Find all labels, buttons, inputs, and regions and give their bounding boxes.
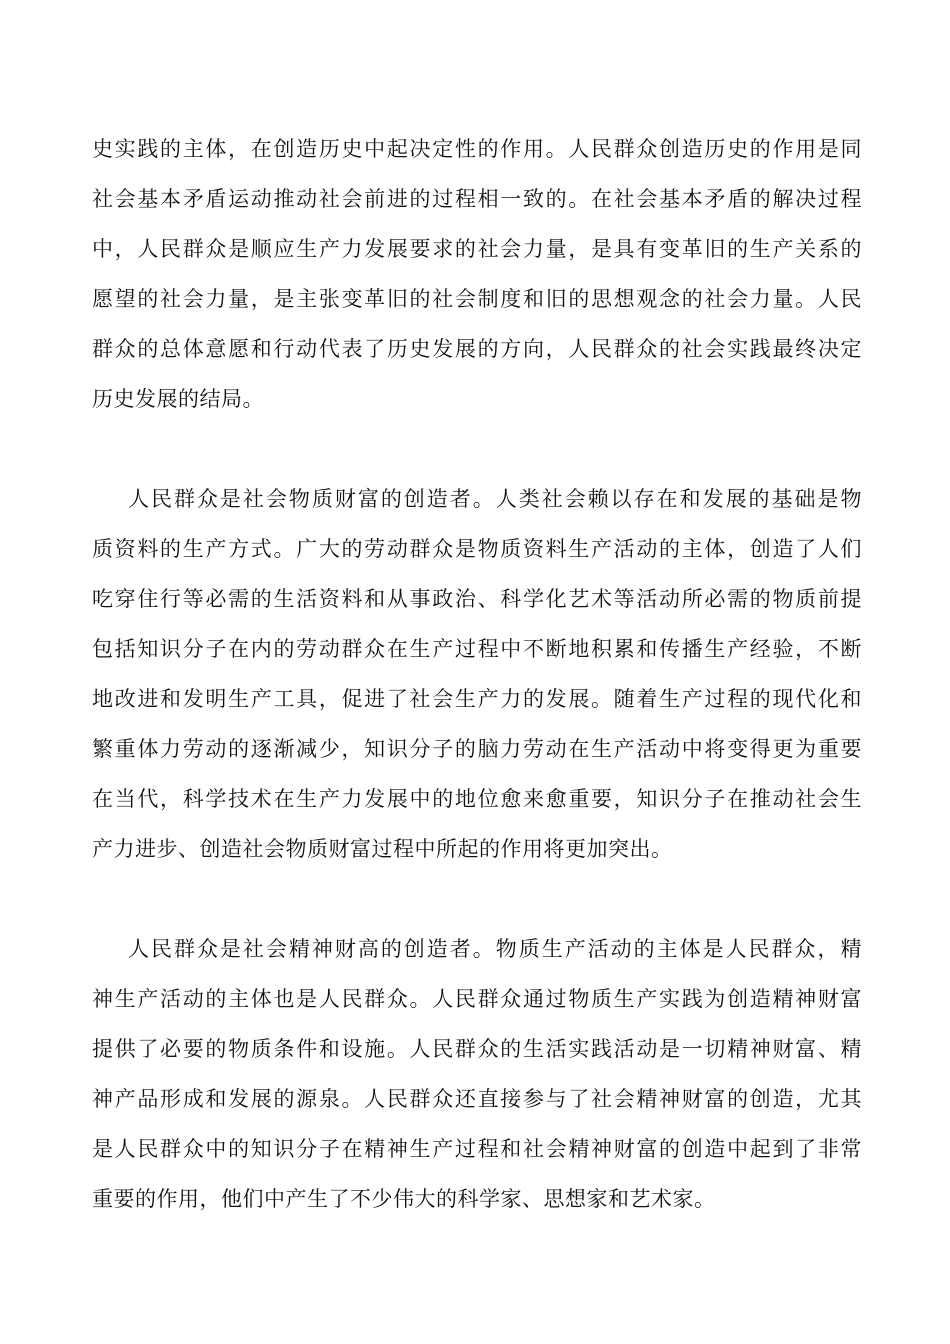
text-line: 质资料的生产方式。广大的劳动群众是物质资料生产活动的主体，创造了人们 (92, 537, 862, 561)
text-line: 社会基本矛盾运动推动社会前进的过程相一致的。在社会基本矛盾的解决过程 (92, 187, 862, 211)
text-line: 历史发展的结局。 (92, 387, 264, 411)
text-line: 地改进和发明生产工具，促进了社会生产力的发展。随着生产过程的现代化和 (92, 687, 862, 711)
paragraph-spiritual-wealth (92, 924, 862, 1224)
text-line: 是人民群众中的知识分子在精神生产过程和社会精神财富的创造中起到了非常 (92, 1137, 862, 1161)
paragraph-people-create-history (92, 124, 862, 424)
paragraph-material-wealth (92, 474, 862, 874)
text-line: 神产品形成和发展的源泉。人民群众还直接参与了社会精神财富的创造，尤其 (92, 1087, 862, 1111)
text-line: 在当代，科学技术在生产力发展中的地位愈来愈重要，知识分子在推动社会生 (92, 787, 862, 811)
text-line: 包括知识分子在内的劳动群众在生产过程中不断地积累和传播生产经验，不断 (92, 637, 862, 661)
text-line: 神生产活动的主体也是人民群众。人民群众通过物质生产实践为创造精神财富 (92, 987, 862, 1011)
text-line: 中，人民群众是顺应生产力发展要求的社会力量，是具有变革旧的生产关系的 (92, 237, 862, 261)
text-line: 史实践的主体，在创造历史中起决定性的作用。人民群众创造历史的作用是同 (92, 137, 862, 161)
text-line: 群众的总体意愿和行动代表了历史发展的方向，人民群众的社会实践最终决定 (92, 337, 862, 361)
text-line: 吃穿住行等必需的生活资料和从事政治、科学化艺术等活动所必需的物质前提 (92, 587, 862, 611)
text-line: 人民群众是社会精神财高的创造者。物质生产活动的主体是人民群众，精 (128, 937, 862, 961)
text-line: 人民群众是社会物质财富的创造者。人类社会赖以存在和发展的基础是物 (128, 487, 862, 511)
text-line: 愿望的社会力量，是主张变革旧的社会制度和旧的思想观念的社会力量。人民 (92, 287, 862, 311)
text-line: 提供了必要的物质条件和设施。人民群众的生活实践活动是一切精神财富、精 (92, 1037, 862, 1061)
text-line: 产力进步、创造社会物质财富过程中所起的作用将更加突出。 (92, 837, 673, 861)
text-line: 重要的作用，他们中产生了不少伟大的科学家、思想家和艺术家。 (92, 1187, 716, 1211)
text-line: 繁重体力劳动的逐渐减少，知识分子的脑力劳动在生产活动中将变得更为重要 (92, 737, 862, 761)
